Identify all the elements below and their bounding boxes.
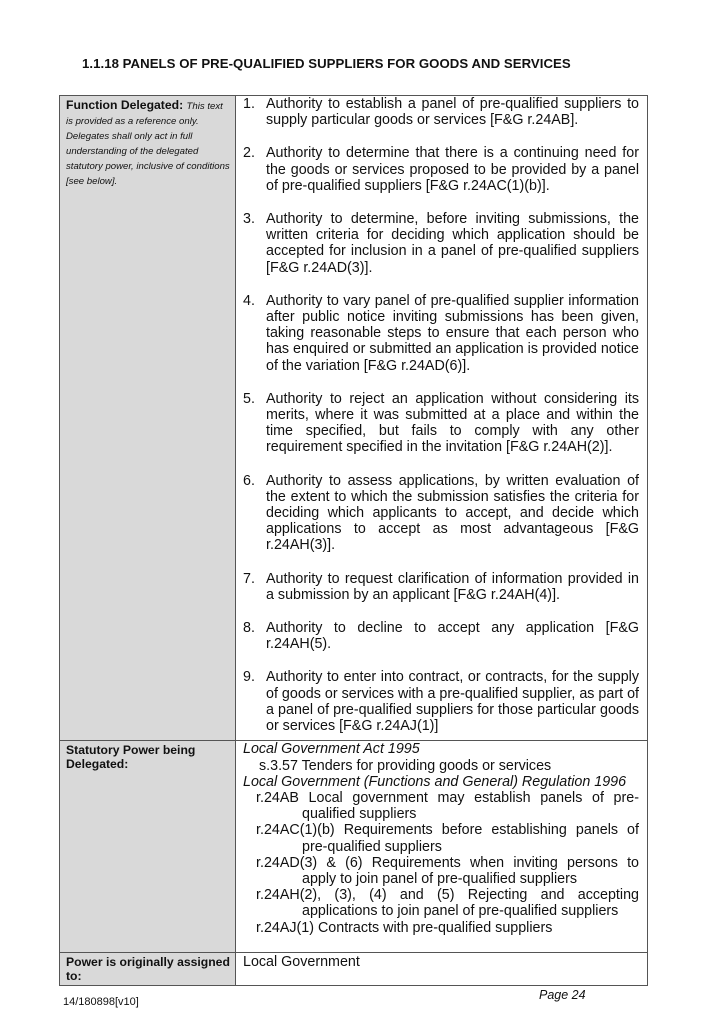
statutory-power-label-cell [60, 741, 236, 952]
statutory-power-row [60, 741, 648, 952]
regulation-item: r.24AH(2), (3), (4) and (5) Rejecting and accepting applications to join panel of pre-qualified suppliers [256, 887, 639, 920]
item-number: 8. [243, 620, 255, 637]
function-delegated-note: This text is provided as a reference only. Delegates shall only act in full understanding of the delegated statutory power, inclusive of conditions [see below]. [66, 101, 230, 187]
function-delegated-label: Function Delegated: [66, 98, 184, 112]
act-title: Local Government Act 1995 [243, 741, 420, 758]
page-number: Page 24 [539, 988, 586, 1002]
item-text: Authority to assess applications, by written evaluation of the extent to which the submission satisfies the criteria for deciding which applicants to accept, and decide which applications to accept as most advantageous [F&G r.24AH(3)]. [266, 472, 639, 554]
function-delegated-content [236, 96, 648, 741]
regulation-title: Local Government (Functions and General) Regulation 1996 [243, 773, 627, 790]
document-reference: 14/180898[v10] [63, 996, 139, 1008]
item-number: 4. [243, 292, 255, 309]
regulation-item: r.24AB Local government may establish panels of pre-qualified suppliers [256, 789, 639, 823]
authority-item [243, 145, 639, 194]
authority-item [243, 96, 639, 128]
item-number: 6. [243, 472, 255, 489]
authority-item [243, 620, 639, 652]
item-number: 7. [243, 570, 255, 587]
assigned-to-label-cell [60, 952, 236, 985]
statutory-power-block [243, 741, 639, 951]
item-number: 2. [243, 145, 255, 162]
regulation-item: r.24AJ(1) Contracts with pre-qualified suppliers [256, 919, 553, 936]
item-text: Authority to vary panel of pre-qualified supplier information after public notice inviting submissions has been given, taking reasonable steps to ensure that each person who has enquired or submitted an application is provided notice of the variation [F&G r.24AD(6)]. [266, 292, 639, 374]
assigned-to-row [60, 952, 648, 985]
function-delegated-label-block [66, 98, 230, 188]
item-number: 5. [243, 390, 255, 407]
authority-item [243, 473, 639, 554]
item-text: Authority to reject an application without considering its merits, where it was submitted at a place and within the time specified, but fails to comply with any other requirement specified in the invitation [F&G r.24AH(2)]. [266, 390, 639, 456]
item-text: Authority to determine, before inviting submissions, the written criteria for deciding which application should be accepted for inclusion in a panel of pre-qualified suppliers [F&G r.24AD(3)]. [266, 211, 639, 276]
authority-item [243, 669, 639, 740]
function-delegated-label-cell [60, 96, 236, 741]
item-text: Authority to establish a panel of pre-qualified suppliers to supply particular goods or services [F&G r.24AB]. [266, 96, 639, 129]
authority-list [243, 96, 639, 740]
item-text: Authority to request clarification of information provided in a submission by an applicant [F&G r.24AH(4)]. [266, 570, 639, 603]
authority-item [243, 571, 639, 603]
regulation-item: r.24AC(1)(b) Requirements before establishing panels of pre-qualified suppliers [256, 822, 639, 855]
act-section: s.3.57 Tenders for providing goods or services [259, 757, 552, 774]
assigned-to-content [236, 952, 648, 985]
assigned-to-label: Power is originally assigned to: [66, 954, 230, 983]
delegation-table [59, 95, 648, 986]
item-number: 9. [243, 669, 255, 686]
item-text: Authority to decline to accept any application [F&G r.24AH(5). [266, 620, 639, 653]
section-heading: 1.1.18 PANELS OF PRE-QUALIFIED SUPPLIERS FOR GOODS AND SERVICES [82, 56, 571, 71]
statutory-power-content [236, 741, 648, 952]
statutory-power-label: Statutory Power being Delegated: [66, 743, 196, 772]
authority-item [243, 211, 639, 276]
regulation-item: r.24AD(3) & (6) Requirements when inviting persons to apply to join panel of pre-qualified suppliers [256, 854, 639, 887]
item-text: Authority to enter into contract, or contracts, for the supply of goods or services with a pre-qualified supplier, as part of a panel of pre-qualified suppliers for those particular goods or services [F&G r.24AJ(1)] [266, 669, 639, 735]
item-number: 3. [243, 211, 255, 228]
authority-item [243, 391, 639, 456]
authority-item [243, 293, 639, 374]
assigned-to-value: Local Government [243, 953, 360, 970]
function-delegated-row [60, 96, 648, 741]
item-text: Authority to determine that there is a continuing need for the goods or services proposed to be provided by a panel of pre-qualified suppliers [F&G r.24AC(1)(b)]. [266, 145, 639, 194]
item-number: 1. [243, 96, 255, 112]
